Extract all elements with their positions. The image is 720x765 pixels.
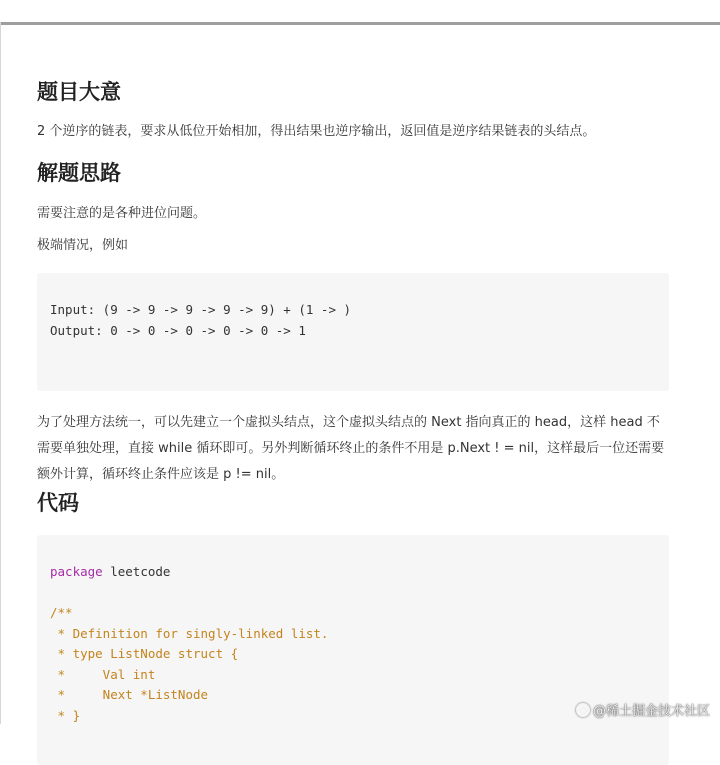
comment-line: * Definition for singly-linked list.: [50, 625, 329, 641]
watermark: [576, 700, 710, 719]
watermark-logo-icon: [576, 703, 590, 717]
example-output-line: Output: 0 -> 0 -> 0 -> 0 -> 0 -> 1: [50, 322, 306, 338]
problem-description: 2 个逆序的链表，要求从低位开始相加，得出结果也逆序输出，返回值是逆序结果链表的头结点。: [37, 124, 596, 139]
source-code-block: [37, 535, 669, 765]
package-keyword: package: [50, 564, 103, 579]
approach-explanation: 为了处理方法统一，可以先建立一个虚拟头结点，这个虚拟头结点的 Next 指向真正的 head，这样 head 不需要单独处理，直接 while 循环即可。另外判断循环终止的条件不用是 p.Next ! = nil，这样最后一位还需要额外计算，循环终止条件应该是 p != nil。: [37, 415, 665, 482]
comment-line: * type ListNode struct {: [50, 646, 239, 661]
example-code-block: [37, 273, 669, 391]
example-input-line: Input: (9 -> 9 -> 9 -> 9 -> 9) + (1 -> ): [50, 302, 352, 317]
comment-line: * }: [50, 707, 81, 723]
left-divider: [0, 22, 1, 724]
code-heading: 代码: [37, 491, 79, 515]
comment-line: * Val int: [50, 666, 156, 682]
watermark-text: @稀土掘金技术社区: [592, 704, 710, 719]
blank-line: [50, 583, 656, 604]
package-line: [50, 562, 656, 583]
approach-note: 需要注意的是各种进位问题。: [37, 206, 207, 221]
edge-case-label: 极端情况，例如: [37, 238, 129, 253]
problem-heading: 题目大意: [37, 80, 121, 104]
package-name: leetcode: [102, 564, 171, 579]
top-bar: [0, 0, 720, 25]
comment-line: * Next *ListNode: [50, 687, 209, 702]
approach-heading: 解题思路: [37, 161, 121, 185]
comment-line: /**: [50, 605, 73, 620]
